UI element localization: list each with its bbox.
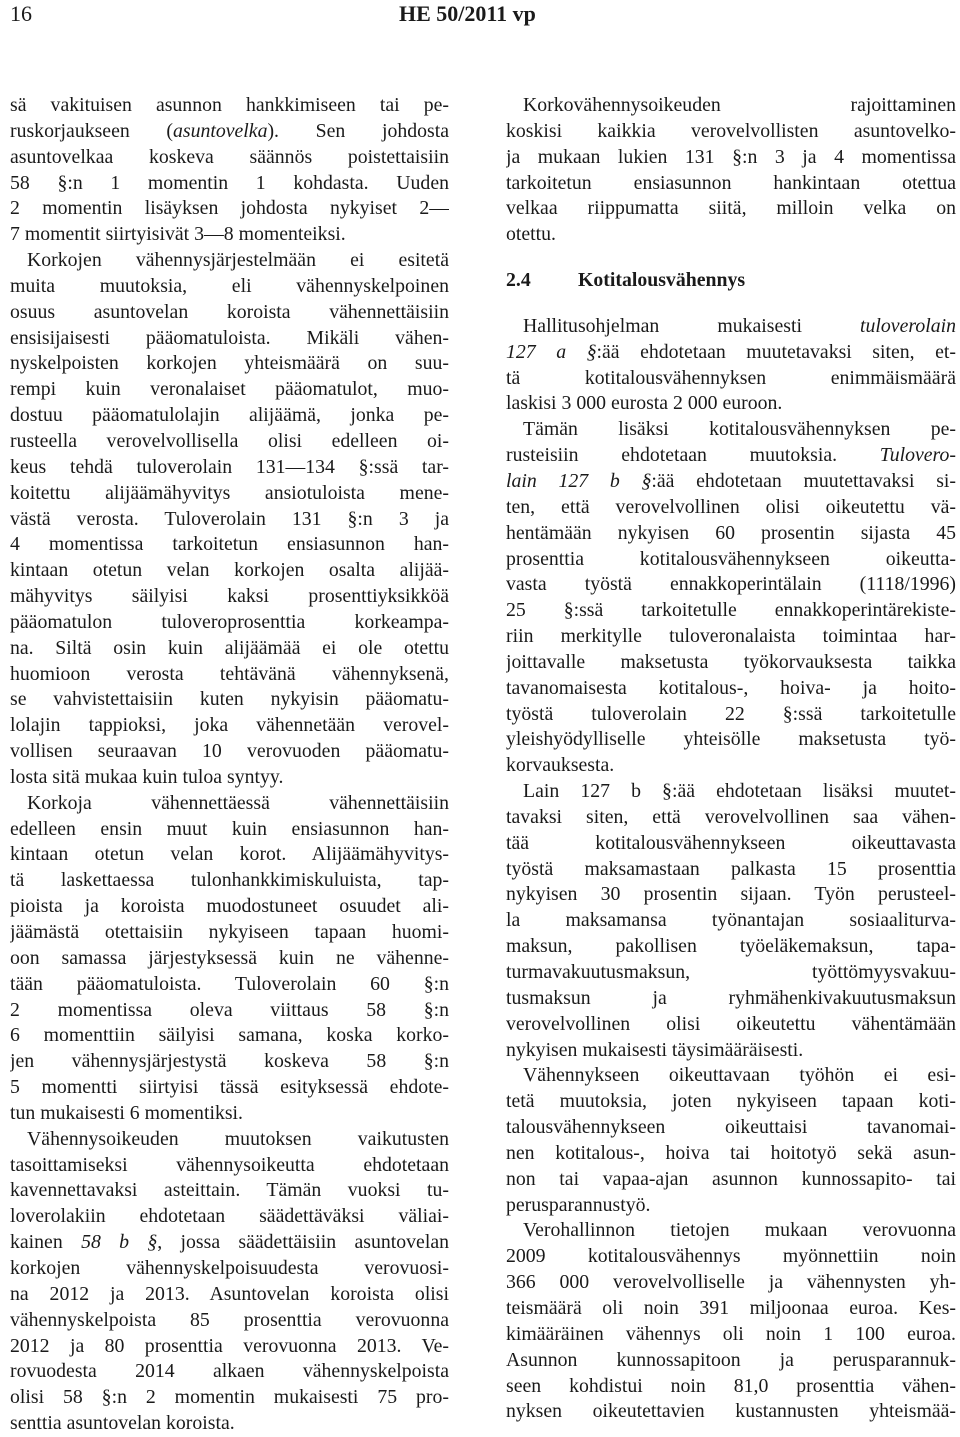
text-line: 366 000 verovelvolliselle ja vähennysten yh- [506, 1271, 956, 1294]
text-line: 2 momentin lisäyksen johdosta nykyiset 2— [10, 197, 449, 220]
text-line: 127 a §:ää ehdotetaan muutetavaksi siten, et- [506, 340, 956, 363]
text-line: otettu. [506, 223, 556, 246]
text-line: oon samassa järjestyksessä kuin ne vähenne- [10, 946, 449, 969]
text-line: ja mukaan lukien 131 §:n 3 ja 4 momentissa [506, 145, 956, 168]
text-line: vähennyskelpoista 85 prosenttia verovuonna [10, 1308, 449, 1331]
text-line: tä kotitalousvähennyksen enimmäismäärä [506, 366, 956, 389]
text-line: vollisen seuraavan 10 verovuoden pääomatu- [10, 740, 449, 763]
text-line: korvauksesta. [506, 754, 615, 777]
text-line: keus tehdä tuloverolain 131—134 §:ssä tar- [10, 455, 449, 478]
text-line: maksun, pakollisen työeläkemaksun, tapa- [506, 935, 956, 958]
text-line: västä verosta. Tuloverolain 131 §:n 3 ja [10, 507, 449, 530]
text-line: velkaa riippumatta siitä, milloin velka on [506, 197, 956, 220]
text-line: 58 §:n 1 momentin 1 kohdasta. Uuden [10, 171, 449, 194]
text-line: kintaan otetun velan korkojen osalta alijää- [10, 559, 449, 582]
text-line: laskisi 3 000 eurosta 2 000 euroon. [506, 392, 783, 415]
text-line: 7 momentit siirtyisivät 3—8 momenteiksi. [10, 223, 346, 246]
text-line: osuus asuntovelan koroista vähennettäisiin [10, 300, 449, 323]
text-line: vasta työstä ennakkoperintälain (1118/1996) [506, 573, 956, 596]
text-line: talousvähennykseen oikeuttaisi tavanomai- [506, 1116, 956, 1139]
page-number: 16 [10, 1, 32, 26]
text-line: 6 momenttiin säilyisi samana, koska korko- [10, 1024, 449, 1047]
text-line: rusteisiin ehdotetaan muutoksia. Tulovero- [506, 444, 956, 467]
text-line: pioista ja koroista muodostuneet osuudet ali- [10, 895, 449, 918]
text-line: perusparannustyö. [506, 1193, 651, 1216]
italic-reference: Tulovero- [879, 444, 956, 467]
text-line: non tai vapaa-ajan asunnon kunnossapito- tai [506, 1167, 956, 1190]
text-line: tusmaksun ja ryhmähenkivakuutusmaksun [506, 986, 956, 1009]
text-line: kimääräinen vähennys oli noin 1 100 euroa. [506, 1322, 956, 1345]
text-line: Asunnon kunnossapitoon ja perusparannuk- [506, 1348, 956, 1371]
text-line: na 2012 ja 2013. Asuntovelan koroista olisi [10, 1282, 449, 1305]
text-line: nykyisen 30 prosentin sijaan. Työn perusteel- [506, 883, 956, 906]
text-line: nykyisen mukaisesti täysimääräisesti. [506, 1038, 804, 1061]
text-line: se vahvistettaisiin kuten nykyisin pääomatu- [10, 688, 449, 711]
section-heading [506, 268, 956, 294]
text-line: Korkoja vähennettäessä vähennettäisiin [27, 791, 449, 814]
section-title: Kotitalousvähennys [578, 269, 746, 292]
text-line: työstä tuloverolain 22 §:ssä tarkoitetulle [506, 702, 956, 725]
text-line: työstä maksamastaan palkasta 15 prosenttia [506, 857, 956, 880]
text-line: 5 momentti siirtyisi tässä esityksessä ehdote- [10, 1076, 449, 1099]
text-line: Verohallinnon tietojen mukaan verovuonna [523, 1219, 956, 1242]
text-line: edelleen ensin muut kuin ensiasunnon han- [10, 817, 449, 840]
text-line: tä laskettaessa tulonhankkimiskuluista, tap- [10, 869, 449, 892]
text-line: loverolakiin ehdotetaan säädettäväksi väliai- [10, 1205, 449, 1228]
text-line: mähyvitys säilyisi kaksi prosenttiyksikköä [10, 585, 449, 608]
text-line: losta sitä mukaa kuin tuloa syntyy. [10, 765, 284, 788]
text-line: rusteella verovelvollisella olisi edelleen oi- [10, 429, 449, 452]
text-line: Korkovähennysoikeuden rajoittaminen [523, 94, 956, 116]
text-line: tavaksi siten, että verovelvollinen saa vähen- [506, 805, 956, 828]
text-line: la maksamansa työnantajan sosiaaliturva- [506, 909, 956, 932]
text-line: jäämästä otettaisiin nykyiseen tapaan huomi- [10, 921, 449, 943]
text-line: turmavakuutusmaksun, työttömyysvakuu- [506, 961, 956, 983]
text-line: huomioon verosta tehtävänä vähennyksenä, [10, 662, 449, 685]
text-line: hentämään nykyisen 60 prosentin sijasta 45 [506, 521, 956, 544]
text-line: sä vakituisen asunnon hankkimiseen tai pe- [10, 94, 449, 116]
document-code: HE 50/2011 vp [399, 1, 536, 26]
text-line: koitettu alijäämähyvitys ansiotuloista mene- [10, 481, 449, 504]
text-line: dostuu pääomatulolajin alijäämä, jonka pe- [10, 404, 449, 427]
text-line: ensisijaisesti pääomatuloista. Mikäli vähen- [10, 326, 449, 349]
text-line: yleishyödylliselle yhteisölle maksetusta työ- [506, 728, 956, 751]
text-line: 25 §:ssä tarkoitetulle ennakkoperintärekiste- [506, 599, 956, 622]
text-line: nyskelpoisten korkojen yhteismäärä on suu- [10, 352, 449, 375]
italic-reference: 58 b § [81, 1231, 158, 1254]
text-line: tetä muutoksia, joten nykyiseen tapaan koti- [506, 1090, 956, 1113]
text-line: tavanomaisesta kotitalous-, hoiva- ja hoito- [506, 676, 956, 699]
left-text-column [10, 93, 449, 1437]
section-spacer [506, 248, 956, 268]
italic-reference: 127 a § [506, 340, 597, 363]
text-line: koskisi kaikkia verovelvollisten asuntovelko- [506, 119, 956, 142]
text-line: Vähennykseen oikeuttavaan työhön ei esi- [523, 1064, 956, 1087]
italic-reference: lain 127 b § [506, 469, 652, 492]
right-text-column [506, 93, 956, 1425]
text-line: asuntovelkaa koskeva säännös poistettaisiin [10, 145, 449, 168]
text-line: nen kotitalous-, hoiva tai hoitotyö sekä asun- [506, 1141, 956, 1164]
text-line: prosenttia kotitalousvähennykseen oikeutta- [506, 547, 956, 570]
text-line: teismäärä oli noin 391 miljoonaa euroa. Kes- [506, 1296, 956, 1319]
text-line: Tämän lisäksi kotitalousvähennyksen pe- [523, 418, 956, 441]
text-line: 2 momentissa oleva viittaus 58 §:n [10, 998, 449, 1021]
text-line: verovelvollinen olisi oikeutettu vähentämään [506, 1012, 956, 1035]
text-line: nyksen oikeutettavien kustannusten yhteismää- [506, 1400, 956, 1423]
text-line: seen kohdistui noin 81,0 prosenttia vähen- [506, 1374, 956, 1397]
italic-reference: asuntovelka [172, 119, 268, 142]
text-line: tarkoitetun ensiasunnon hankintaan otettua [506, 171, 956, 194]
text-line: tää kotitalousvähennykseen oikeuttavasta [506, 831, 956, 854]
text-line: riin merkitylle tuloveronalaista toimintaa har- [506, 625, 956, 648]
text-line: rovuodesta 2014 alkaen vähennyskelpoista [10, 1360, 449, 1383]
text-line: Vähennysoikeuden muutoksen vaikutusten [27, 1127, 449, 1150]
section-number: 2.4 [506, 269, 531, 292]
text-line: na. Siltä osin kuin alijäämää ei ole otettu [10, 636, 449, 659]
text-line: olisi 58 §:n 2 momentin mukaisesti 75 pro- [10, 1386, 449, 1409]
text-line: korkojen vähennyskelpoisuudesta verovuosi- [10, 1256, 449, 1279]
text-line: Korkojen vähennysjärjestelmään ei esitetä [27, 249, 449, 272]
text-line: kavennettavaksi asteittain. Tämän vuoksi tu- [10, 1179, 449, 1202]
text-line: 4 momentissa tarkoitetun ensiasunnon han- [10, 533, 449, 556]
text-line: rempi kuin veronalaiset pääomatulot, muo- [10, 378, 449, 401]
text-line: tään pääomatuloista. Tuloverolain 60 §:n [10, 972, 449, 995]
text-line: pääomatulon tuloveroprosenttia korkeampa- [10, 610, 449, 633]
text-line: lolajin tappioksi, joka vähennetään verovel- [10, 714, 449, 737]
text-line: Lain 127 b §:ää ehdotetaan lisäksi muutet- [523, 780, 956, 803]
page-header [0, 0, 960, 32]
text-line: ten, että verovelvollinen olisi oikeutettu vä- [506, 495, 956, 518]
text-line: lain 127 b §:ää ehdotetaan muutettavaksi si- [506, 469, 956, 492]
text-line: 2012 ja 80 prosenttia verovuonna 2013. Ve- [10, 1334, 449, 1357]
text-line: Hallitusohjelman mukaisesti tuloverolain [523, 314, 956, 337]
text-line: kainen 58 b §, jossa säädettäisiin asuntovelan [10, 1231, 449, 1254]
text-line: 2009 kotitalousvähennys myönnettiin noin [506, 1245, 956, 1268]
text-line: kintaan otetun velan korot. Alijäämähyvitys- [10, 843, 449, 866]
text-line: joittavalle maksetusta työkorvauksesta taikka [506, 650, 956, 673]
section-spacer [506, 294, 956, 314]
text-line: ruskorjaukseen (asuntovelka). Sen johdosta [10, 119, 449, 142]
text-line: tasoittamiseksi vähennysoikeutta ehdotetaan [10, 1153, 449, 1176]
text-line: jen vähennysjärjestystä koskeva 58 §:n [10, 1050, 449, 1073]
text-line: muita muutoksia, eli vähennyskelpoinen [10, 274, 449, 297]
text-line: tun mukaisesti 6 momentiksi. [10, 1101, 243, 1124]
text-line: senttia asuntovelan koroista. [10, 1412, 235, 1435]
italic-reference: tuloverolain [860, 314, 956, 337]
